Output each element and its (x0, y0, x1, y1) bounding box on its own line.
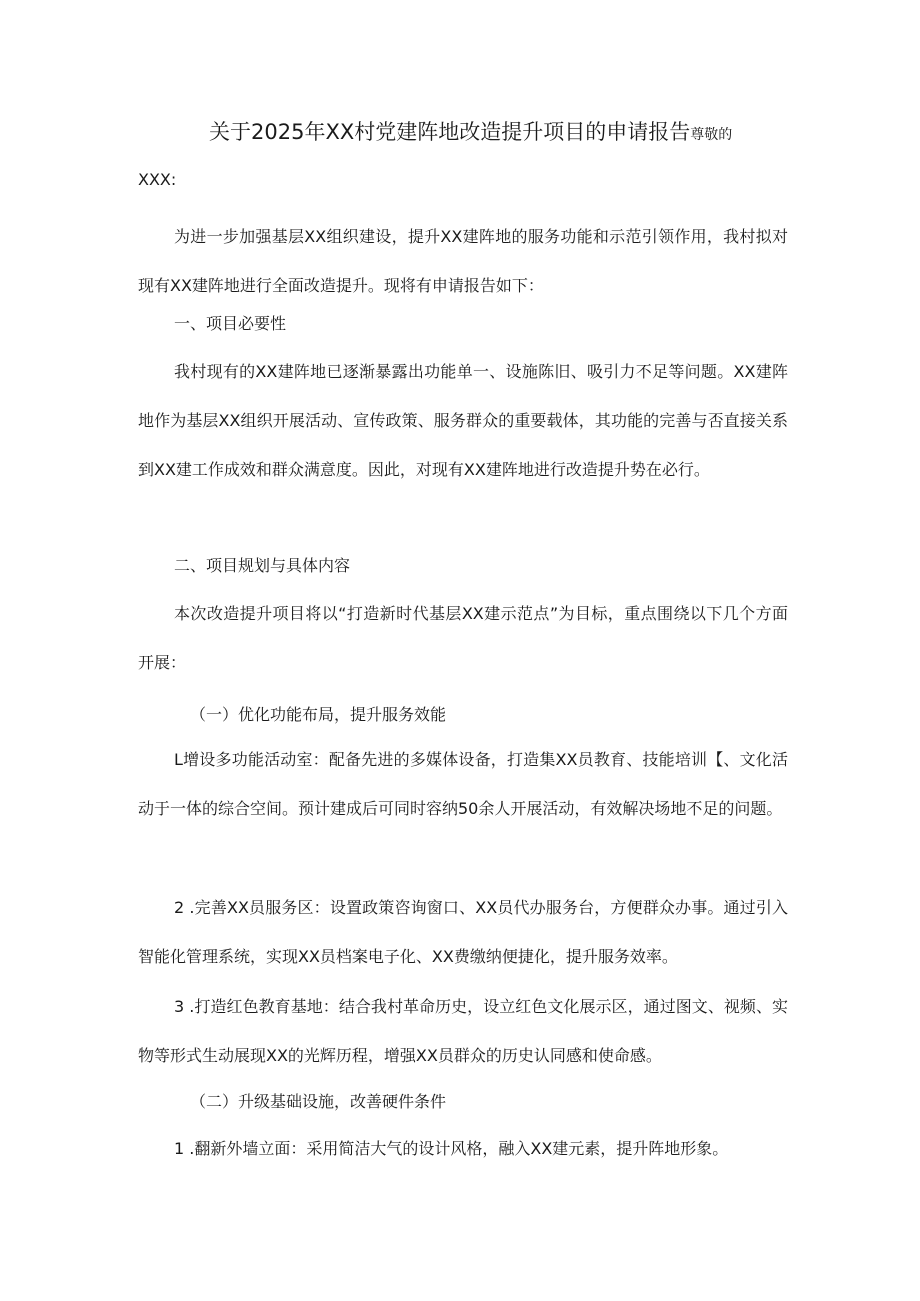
section2-heading: 二、项目规划与具体内容 (174, 556, 351, 575)
list-item-4: 1 .翻新外墙立面：采用简洁大气的设计风格，融入XX建元素，提升阵地形象。 (174, 1139, 729, 1158)
section2-paragraph: 本次改造提升项目将以“打造新时代基层XX建示范点”为目标，重点围绕以下几个方面开展： (138, 604, 788, 672)
intro-paragraph: 为进一步加强基层XX组织建设，提升XX建阵地的服务功能和示范引领作用，我村拟对现有XX建阵地进行全面改造提升。现将有申请报告如下： (138, 227, 788, 295)
section1-heading: 一、项目必要性 (174, 314, 287, 333)
title-tail: 尊敬的 (690, 127, 733, 143)
subsection1-heading: （一）优化功能布局，提升服务效能 (190, 705, 447, 724)
title-main: 关于2025年XX村党建阵地改造提升项目的申请报告 (209, 120, 691, 144)
list-item-2: 2 .完善XX员服务区：设置政策咨询窗口、XX员代办服务台，方便群众办事。通过引入智能化管理系统，实现XX员档案电子化、XX费缴纳便捷化，提升服务效率。 (138, 898, 788, 966)
document-title (209, 118, 732, 149)
list-item-3: 3 .打造红色教育基地：结合我村革命历史，设立红色文化展示区，通过图文、视频、实物等形式生动展现XX的光辉历程，增强XX员群众的历史认同感和使命感。 (138, 997, 788, 1065)
section1-paragraph: 我村现有的XX建阵地已逐渐暴露出功能单一、设施陈旧、吸引力不足等问题。XX建阵地作为基层XX组织开展活动、宣传政策、服务群众的重要载体，其功能的完善与否直接关系到XX建工作成效和群众满意度。因此，对现有XX建阵地进行改造提升势在必行。 (138, 362, 788, 479)
salutation: XXX: (138, 170, 177, 189)
list-item-1: L增设多功能活动室：配备先进的多媒体设备，打造集XX员教育、技能培训【、文化活动于一体的综合空间。预计建成后可同时容纳50余人开展活动，有效解决场地不足的问题。 (138, 750, 788, 818)
subsection2-heading: （二）升级基础设施，改善硬件条件 (190, 1092, 447, 1111)
